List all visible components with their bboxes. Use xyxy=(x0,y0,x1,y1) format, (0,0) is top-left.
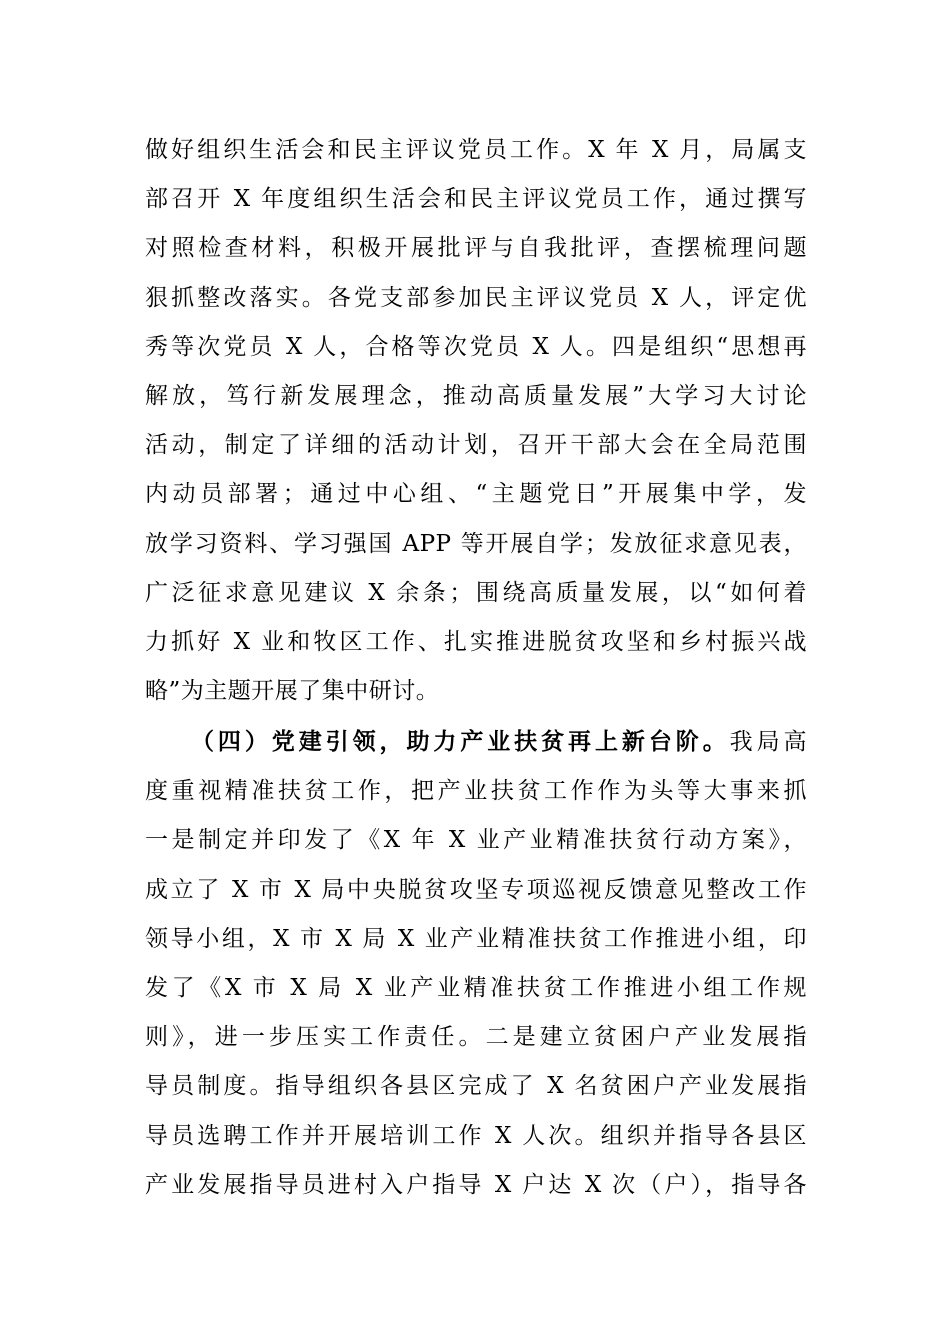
text-line: 略”为主题开展了集中研讨。 xyxy=(145,678,440,705)
text-line: 产业发展指导员进村入户指导 X 户达 X 次（户），指导各 xyxy=(145,1171,807,1198)
text-line: 广泛征求意见建议 X 余条；围绕高质量发展，以“如何着 xyxy=(145,579,807,606)
text-line: 放学习资料、学习强国 APP 等开展自学；发放征求意见表， xyxy=(145,530,807,557)
section-heading-line xyxy=(145,717,807,767)
text-line: 秀等次党员 X 人，合格等次党员 X 人。四是组织“思想再 xyxy=(145,333,807,360)
paragraph-poverty-alleviation xyxy=(145,717,807,1210)
text-line: 解放，笃行新发展理念，推动高质量发展”大学习大讨论 xyxy=(145,383,807,410)
text-line: 做好组织生活会和民主评议党员工作。X 年 X 月，局属支 xyxy=(145,137,807,163)
text-line: 领导小组，X 市 X 局 X 业产业精准扶贫工作推进小组，印 xyxy=(145,925,807,952)
text-line: 则》，进一步压实工作责任。二是建立贫困户产业发展指 xyxy=(145,1024,807,1051)
text-line: 导员制度。指导组织各县区完成了 X 名贫困户产业发展指 xyxy=(145,1073,807,1100)
heading-rest-text: 我局高 xyxy=(729,729,808,755)
text-line: 狠抓整改落实。各党支部参加民主评议党员 X 人，评定优 xyxy=(145,284,807,311)
text-line: 力抓好 X 业和牧区工作、扎实推进脱贫攻坚和乡村振兴战 xyxy=(145,629,807,656)
section-heading: （四）党建引领，助力产业扶贫再上新台阶。 xyxy=(191,728,730,755)
text-line: 活动，制定了详细的活动计划，召开干部大会在全局范围 xyxy=(145,432,807,459)
text-line: 内动员部署；通过中心组、“主题党日”开展集中学，发 xyxy=(145,481,807,508)
text-line: 发了《X 市 X 局 X 业产业精准扶贫工作推进小组工作规 xyxy=(145,975,807,1002)
text-line: 成立了 X 市 X 局中央脱贫攻坚专项巡视反馈意见整改工作 xyxy=(145,876,807,903)
text-line: 导员选聘工作并开展培训工作 X 人次。组织并指导各县区 xyxy=(145,1122,807,1149)
text-line: 度重视精准扶贫工作，把产业扶贫工作作为头等大事来抓 xyxy=(145,778,807,805)
text-line: 部召开 X 年度组织生活会和民主评议党员工作，通过撰写 xyxy=(145,186,807,213)
paragraph-organization-life xyxy=(145,126,807,716)
text-line: 一是制定并印发了《X 年 X 业产业精准扶贫行动方案》， xyxy=(145,827,807,854)
text-line: 对照检查材料，积极开展批评与自我批评，查摆梳理问题 xyxy=(145,235,807,262)
